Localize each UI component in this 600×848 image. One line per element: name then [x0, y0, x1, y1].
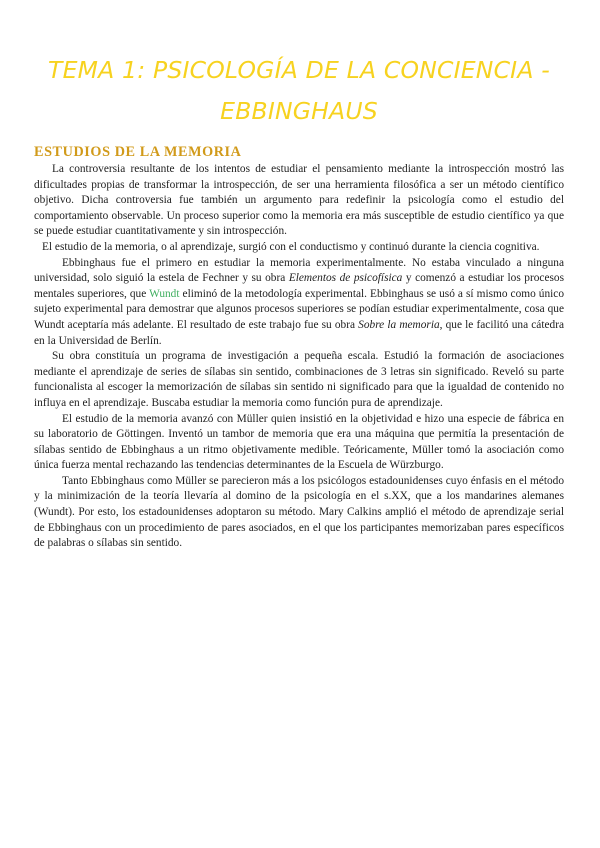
page-title	[34, 50, 564, 132]
paragraph-1: La controversia resultante de los intentos de estudiar el pensamiento mediante la introspección mostró las dificultades propias de transformar la introspección, de ser una herramienta filosófica a ser un método científico objetivo. Dicha controversia fue también un argumento para redefinir la psicología como el estudio del comportamiento observable. Un proceso superior como la memoria era más susceptible de estudio científico ya que se puede estudiar cuantitativamente y sin introspección.	[34, 163, 564, 238]
paragraph-3-text-g: , que le facilitó una cátedra en la Universidad de Berlín.	[34, 318, 565, 347]
paragraph-2: El estudio de la memoria, o al aprendizaje, surgió con el conductismo y continuó durante la ciencia cognitiva.	[42, 240, 540, 253]
paragraph-4: Su obra constituía un programa de investigación a pequeña escala. Estudió la formación de asociaciones mediante el aprendizaje de series de sílabas sin sentido, combinaciones de 3 letras sin significado. Reveló su parte funcionalista al escoger la memorización de sílabas sin sentido ni significado para que la igualdad de contenido no influya en el aprendizaje. Buscaba estudiar la memoria como función pura de aprendizaje.	[34, 350, 564, 409]
paragraph-3	[34, 256, 564, 350]
wundt-link[interactable]: Wundt	[149, 287, 180, 300]
paragraph-3-text-e: eliminó de la metodología experimental. Ebbinghaus se usó a sí mismo como único sujeto experimental para demostrar que algunos procesos superiores se podían estudiar experimentalmente, cosa que Wundt aceptaría más adelante. El resultado de este trabajo fue su obra	[34, 287, 564, 331]
page-title-line-2: EBBINGHAUS	[220, 97, 378, 125]
book-title-sobre-la-memoria: Sobre la memoria	[358, 318, 440, 331]
page-title-line-1: TEMA 1: PSICOLOGÍA DE LA CONCIENCIA -	[48, 56, 550, 84]
paragraph-3-text-a: Ebbinghaus fue el primero en estudiar la memoria experimentalmente. No estaba vinculado a ninguna universidad, solo siguió la estela de Fechner y su obra	[34, 256, 564, 285]
book-title-elementos: Elementos de psicofísica	[288, 272, 403, 285]
paragraph-3-text-c: y comenzó a estudiar los procesos mentales superiores, que	[34, 272, 564, 300]
paragraph-6: Tanto Ebbinghaus como Müller se parecieron más a los psicólogos estadounidenses cuyo énfasis en el método y la minimización de la teoría llevaría al domino de la psicología en el s.XX, que a los mandarines alemanes (Wundt). Por esto, los estadounidenses adoptaron su método. Mary Calkins amplió el método de aprendizaje serial de Ebbinghaus con un procedimiento de pares asociados, en el que los participantes memorizaban pares específicos de palabras o sílabas sin sentido.	[34, 474, 564, 550]
section-heading: ESTUDIOS DE LA MEMORIA	[34, 144, 242, 160]
paragraph-5: El estudio de la memoria avanzó con Müller quien insistió en la objetividad e hizo una especie de fábrica en su laboratorio de Göttingen. Inventó un tambor de memoria que era una máquina que permitía la presentación de sílabas sentido de Ebbinghaus a un ritmo objetivamente medible. Teóricamente, Müller tomó la asociación como única fuerza mental rechazando las tendencias determinantes de la Escuela de Würzburgo.	[34, 412, 564, 472]
